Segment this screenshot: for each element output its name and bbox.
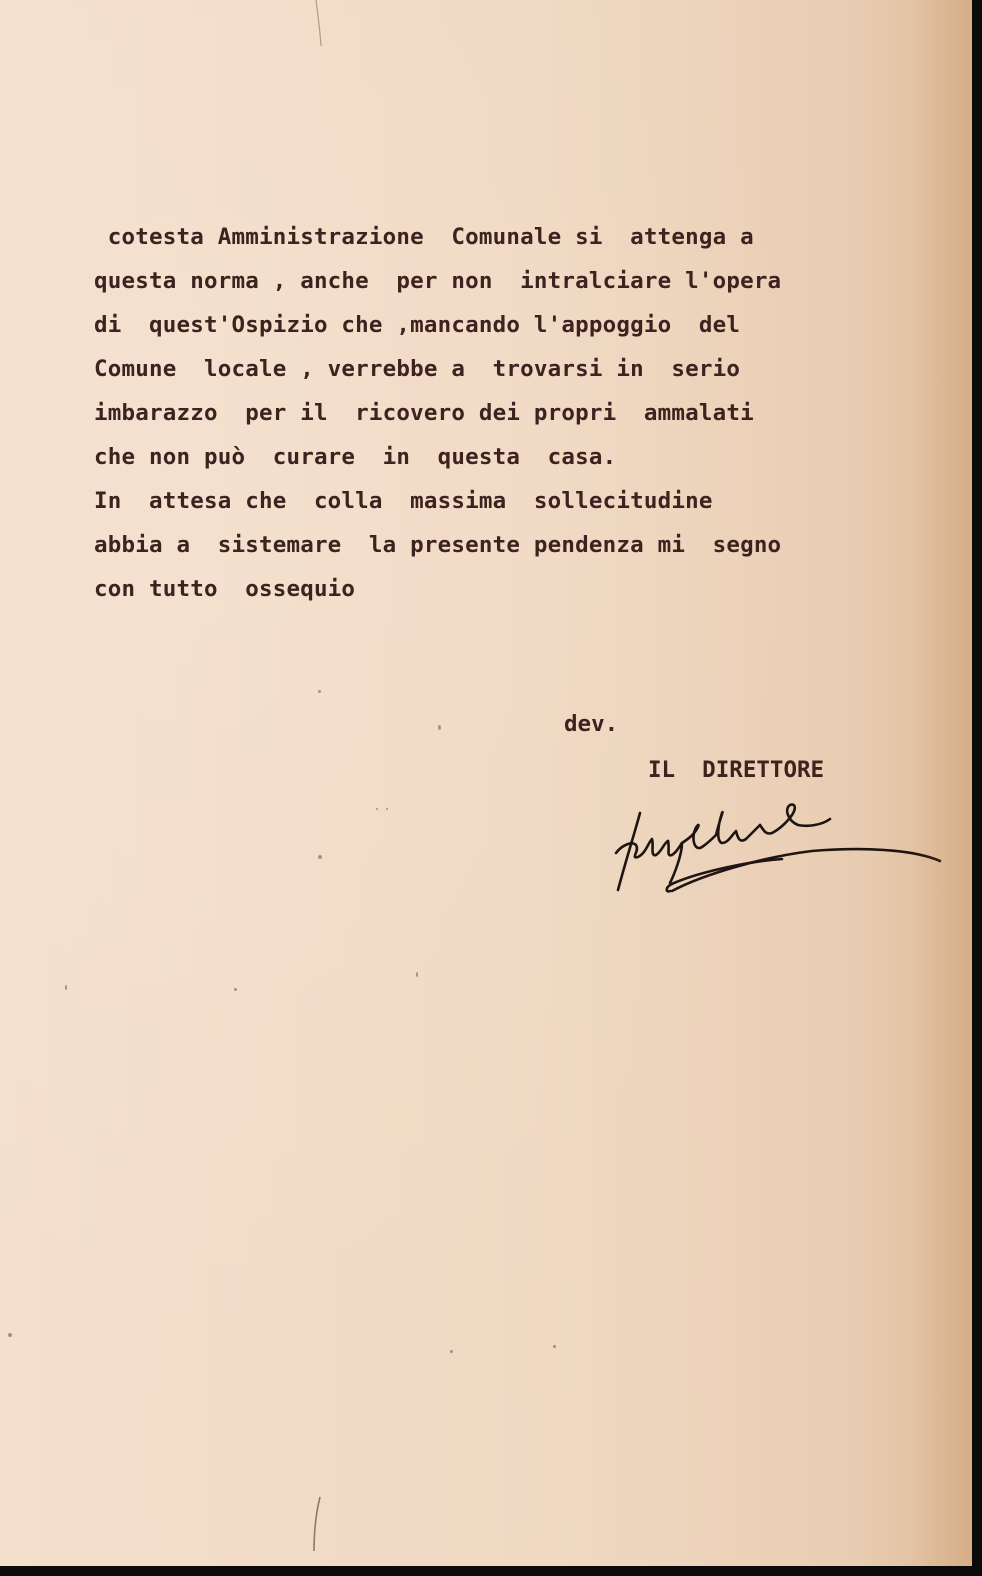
paper-speck [450,1350,453,1353]
paper-speck [416,972,418,977]
paper-speck [318,690,321,693]
paper-speck [553,1345,556,1348]
paper-mark [308,1495,328,1555]
letter-line-5: imbarazzo per il ricovero dei propri ammalati [94,400,754,426]
letter-line-9: con tutto ossequio [94,576,356,602]
paper-speck [438,725,441,730]
letter-line-2: questa norma , anche per non intralciare l'opera [94,268,782,294]
letter-line-6: che non può curare in questa casa. [94,444,617,470]
letter-line-4: Comune locale , verrebbe a trovarsi in serio [94,356,741,382]
paper-speck [8,1333,12,1337]
letter-line-8: abbia a sistemare la presente pendenza mi segno [94,532,782,558]
letter-line-1: cotesta Amministrazione Comunale si attenga a [94,224,754,250]
handwritten-signature-icon [612,795,947,900]
paper-speck [386,808,388,810]
paper-speck [234,988,237,991]
signatory-title: IL DIRETTORE [648,757,825,783]
closing-dev: dev. [564,711,619,737]
letter-line-7: In attesa che colla massima sollecitudine [94,488,713,514]
paper-speck [376,808,378,810]
paper-speck [318,855,322,859]
paper-mark [312,0,326,50]
paper-speck [65,985,67,990]
letter-line-3: di quest'Ospizio che ,mancando l'appoggio del [94,312,741,338]
